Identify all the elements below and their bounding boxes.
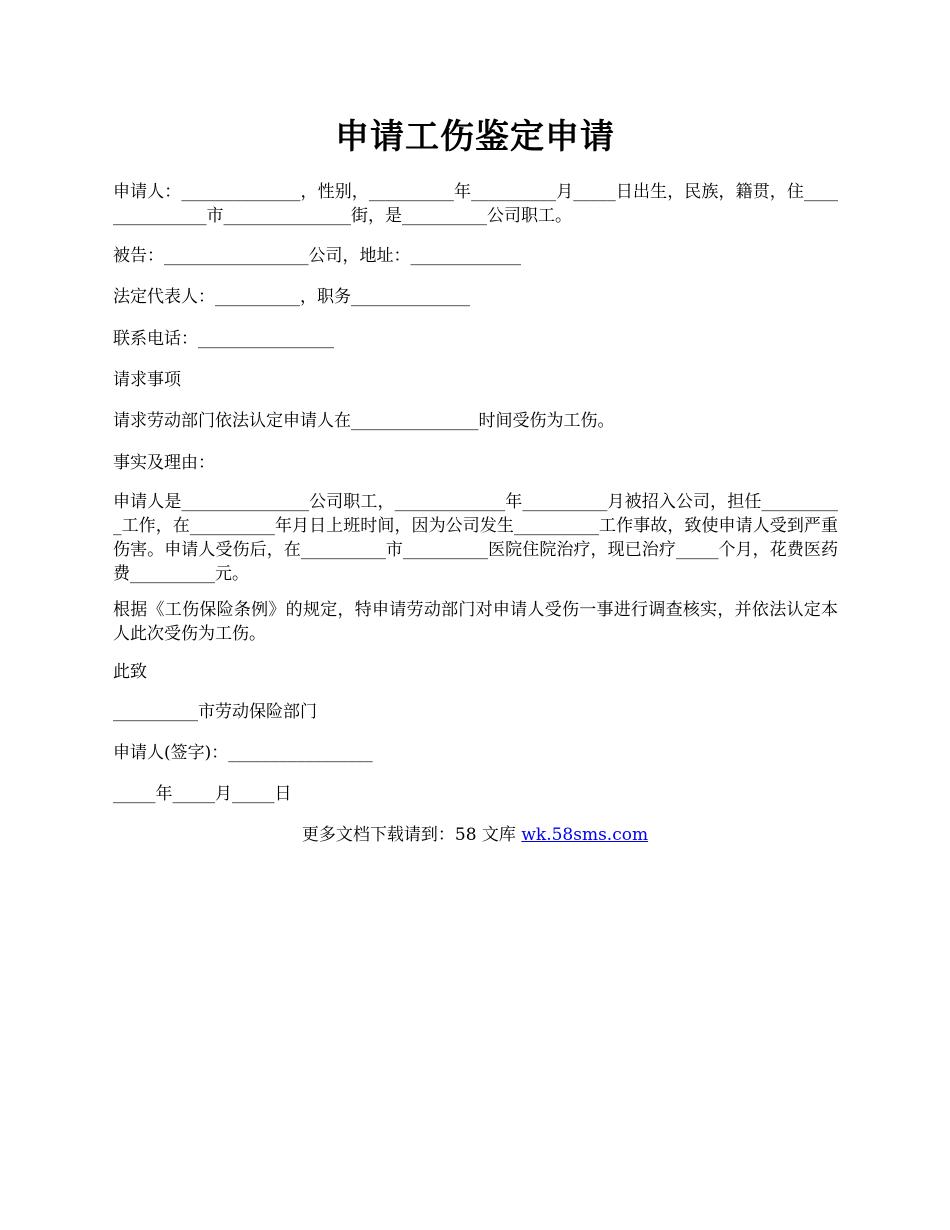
- request-content-paragraph: 请求劳动部门依法认定申请人在_______________时间受伤为工伤。: [113, 411, 615, 431]
- footer-link[interactable]: wk.58sms.com: [521, 825, 649, 845]
- legal-basis-paragraph: 根据《工伤保险条例》的规定，特申请劳动部门对申请人受伤一事进行调查核实，并依法认定本人此次受伤为工伤。: [113, 600, 838, 644]
- date-line: _____年_____月_____日: [113, 784, 292, 804]
- facts-paragraph: 申请人是_______________公司职工，_____________年__________月被招入公司，担任__________工作，在__________年月日上班时间，因为公司发生__________工作事故，致使申请人受到严重伤害。申请人受伤后，在__________市__________医院住院治疗，现已治疗_____个月，花费医药费__________元。: [113, 492, 838, 584]
- document-title: 申请工伤鉴定申请: [335, 117, 615, 157]
- respondent-paragraph: 被告：_________________公司，地址：_____________: [113, 246, 521, 266]
- contact-phone-paragraph: 联系电话：________________: [113, 329, 334, 349]
- recipient-department: __________市劳动保险部门: [113, 702, 317, 722]
- legal-representative-paragraph: 法定代表人：__________，职务______________: [113, 287, 470, 307]
- footer-text: 更多文档下载请到：58 文库: [301, 825, 522, 845]
- applicant-signature-line: 申请人(签字)：_________________: [113, 743, 373, 763]
- applicant-info-paragraph: 申请人：______________，性别，__________年__________月_____日出生，民族，籍贯，住_______________市_______________街，是__________公司职工。: [113, 182, 838, 226]
- salutation: 此致: [113, 662, 147, 682]
- facts-reasons-heading: 事实及理由：: [113, 453, 215, 473]
- footer: [0, 823, 950, 847]
- request-items-heading: 请求事项: [113, 370, 181, 390]
